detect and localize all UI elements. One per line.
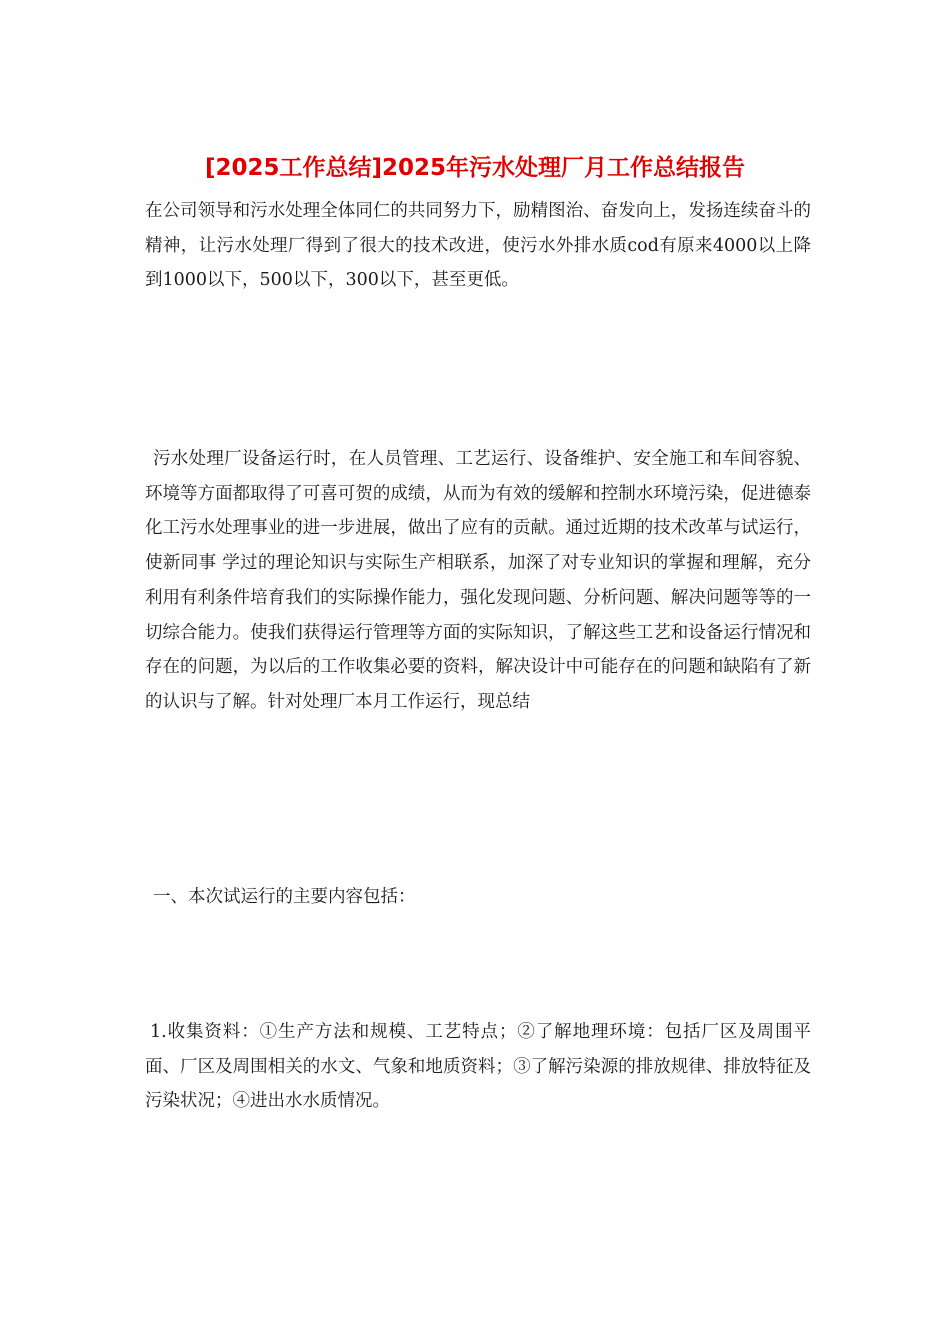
intro-paragraph: 在公司领导和污水处理全体同仁的共同努力下，励精图治、奋发向上，发扬连续奋斗的精神，让污水处理厂得到了很大的技术改进，使污水外排水质cod有原来4000以上降到1000以下，500以下，300以下，甚至更低。 — [145, 201, 811, 291]
operations-paragraph: 污水处理厂设备运行时，在人员管理、工艺运行、设备维护、安全施工和车间容貌、环境等方面都取得了可喜可贺的成绩，从而为有效的缓解和控制水环境污染，促进德泰化工污水处理事业的进一步进展，做出了应有的贡献。通过近期的技术改革与试运行，使新同事 学过的理论知识与实际生产相联系，加深了对专业知识的掌握和理解，充分利用有利条件培育我们的实际操作能力，强化发现问题、分析问题、解决问题等等的一切综合能力。使我们获得运行管理等方面的实际知识，了解这些工艺和设备运行情况和存在的问题，为以后的工作收集必要的资料，解决设计中可能存在的问题和缺陷有了新的认识与了解。针对处理厂本月工作运行，现总结 — [145, 449, 811, 712]
data-collection-paragraph: 1.收集资料：①生产方法和规模、工艺特点；②了解地理环境：包括厂区及周围平面、厂区及周围相关的水文、气象和地质资料；③了解污染源的排放规律、排放特征及污染状况；④进出水水质情况。 — [145, 1022, 811, 1112]
section-heading: 一、本次试运行的主要内容包括： — [153, 887, 416, 907]
document-title: [2025工作总结]2025年污水处理厂月工作总结报告 — [204, 155, 746, 181]
